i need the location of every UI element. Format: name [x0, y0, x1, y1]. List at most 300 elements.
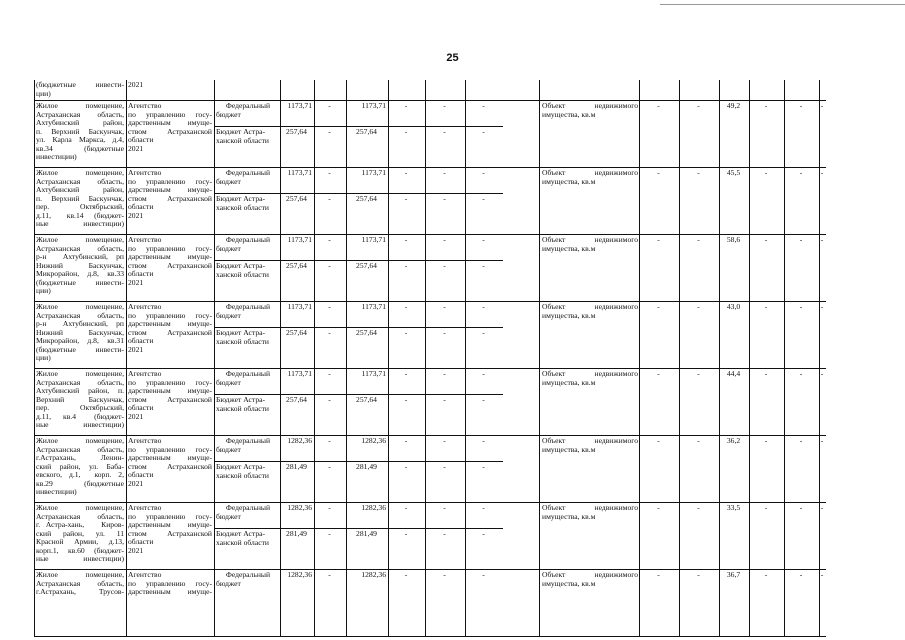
cell-agency: Агентство	[128, 169, 162, 177]
sub-row-rule	[214, 126, 503, 127]
cell-fed-b: 1173,71	[361, 303, 386, 311]
cell-result-r1: -	[657, 571, 660, 579]
cell-reg-e: -	[482, 329, 485, 337]
cell-result-r1: -	[657, 236, 660, 244]
cell-fed-d: -	[443, 504, 446, 512]
cell-agency: 2021	[128, 144, 144, 153]
cell-object: имущества, кв.м	[542, 311, 596, 320]
cell-fed-d: -	[443, 102, 446, 110]
cell-agency: дарственным имуще-	[128, 387, 212, 395]
cell-agency: по управлению госу-	[128, 244, 212, 253]
cell-area-value: 43,0	[726, 303, 741, 311]
cell-address: Астраханская область,	[36, 512, 124, 521]
column-rule	[34, 80, 35, 636]
cell-reg-b: 281,49	[356, 463, 377, 471]
cell-address: Нижний Баскунчак,	[36, 328, 124, 337]
cell-budget-federal: Федеральный	[225, 504, 271, 512]
cell-object: Объект недвижимого	[542, 437, 638, 445]
row-rule	[539, 435, 826, 436]
cell-agency: 2021	[128, 278, 144, 287]
cell-fed-c: -	[404, 504, 408, 512]
cell-result-r1: -	[657, 169, 660, 177]
cell-fed-b: 1282,36	[361, 504, 386, 512]
cell-reg-d: -	[443, 128, 446, 136]
sub-row-rule	[214, 394, 503, 395]
cell-address: Астраханская область,	[36, 177, 124, 186]
cell-address: п. Верхний Баскунчак,	[36, 127, 124, 136]
column-rule	[314, 80, 315, 636]
cell-budget-federal: Федеральный	[225, 102, 271, 110]
row-rule	[34, 100, 539, 101]
cell-address: Ахтубинский район,	[36, 186, 124, 194]
cell-fed-a: -	[328, 571, 331, 579]
cell-reg-d: -	[443, 463, 446, 471]
column-rule	[749, 80, 750, 636]
cell-address: Ахтубинский район, п.	[36, 387, 124, 395]
cell-object: имущества, кв.м	[542, 378, 596, 387]
cell-reg-a: -	[328, 463, 331, 471]
cell-fed-total: 1173,71	[287, 169, 312, 177]
cell-agency: области	[128, 471, 154, 479]
cell-area-value: 36,2	[726, 437, 741, 445]
cell-result-r5: -	[799, 236, 803, 244]
cell-object: имущества, кв.м	[542, 244, 596, 253]
cell-result-r5: -	[799, 169, 803, 177]
cell-budget-regional: ханской области	[216, 337, 269, 346]
cell-fed-a: -	[328, 303, 331, 311]
cell-budget-regional: ханской области	[216, 136, 269, 145]
cell-fed-a: -	[328, 504, 331, 512]
cell-fed-b: 1173,71	[361, 169, 386, 177]
cell-object: Объект недвижимого	[542, 504, 638, 512]
row-rule	[539, 167, 826, 168]
cell-budget-regional: ханской области	[216, 203, 269, 212]
cell-result-r5: -	[799, 303, 803, 311]
cell-reg-e: -	[482, 463, 485, 471]
cell-reg-c: -	[404, 128, 408, 136]
cell-agency: дарственным имуще-	[128, 454, 212, 462]
row-rule	[539, 100, 826, 101]
cell-budget-federal: Федеральный	[225, 370, 271, 378]
cell-agency: области	[128, 337, 154, 345]
cell-budget-federal: бюджет	[216, 378, 241, 387]
cell-reg-c: -	[404, 262, 408, 270]
tick	[126, 396, 127, 397]
column-rule	[719, 80, 720, 636]
cell-result-r4: -	[764, 504, 768, 512]
cell-agency: по управлению госу-	[128, 512, 212, 521]
tick	[126, 195, 127, 196]
cell-reg-e: -	[482, 262, 485, 270]
tick	[126, 329, 127, 330]
cell-fed-c: -	[404, 571, 408, 579]
cell-agency: 2021	[128, 211, 144, 220]
cell-result-r4: -	[764, 571, 768, 579]
cell-result-r4: -	[764, 236, 768, 244]
cell-agency: дарственным имуще-	[128, 119, 212, 127]
cell-agency: дарственным имуще-	[128, 186, 212, 194]
cell-reg-b: 281,49	[356, 530, 377, 538]
cell-object: Объект недвижимого	[542, 169, 638, 177]
cell-address: инвестиции)	[36, 488, 77, 496]
cell-address: Астраханская область,	[36, 311, 124, 320]
cell-object: имущества, кв.м	[542, 512, 596, 521]
cell-address: Астраханская область,	[36, 445, 124, 454]
sub-row-rule	[214, 260, 503, 261]
cell-object: имущества, кв.м	[542, 579, 596, 588]
cell-result-r6: -	[820, 303, 824, 311]
cell-address: Жилое помещение,	[36, 504, 124, 512]
cell-result-r6: -	[820, 370, 824, 378]
cell-reg-e: -	[482, 530, 485, 538]
cell-agency: ством Астраханской	[128, 194, 212, 203]
column-rule	[425, 80, 426, 636]
cell-agency: 2021	[128, 479, 144, 488]
cell-agency: по управлению госу-	[128, 177, 212, 186]
cell-reg-e: -	[482, 195, 485, 203]
cell-result-r2: -	[697, 236, 700, 244]
cell-fed-b: 1173,71	[361, 370, 386, 378]
cell-fed-e: -	[482, 236, 485, 244]
cell-fed-total: 1282,36	[287, 437, 312, 445]
cell-reg-b: 257,64	[356, 195, 377, 203]
cell-result-r4: -	[764, 102, 768, 110]
cell-agency: по управлению госу-	[128, 579, 212, 588]
cell-fed-d: -	[443, 571, 446, 579]
cell-address: ский район, ул. 11	[36, 529, 124, 538]
cell-budget-regional: Бюджет Астра-	[216, 262, 266, 270]
cell-address: ский район, ул. Баба-	[36, 462, 124, 471]
tick	[126, 463, 127, 464]
cell-result-r4: -	[764, 169, 768, 177]
cell-agency: по управлению госу-	[128, 110, 212, 119]
cell-fed-total: 1173,71	[287, 236, 312, 244]
cell-address: Жилое помещение,	[36, 437, 124, 445]
sub-row-rule	[214, 528, 503, 529]
cell-result-r1: -	[657, 504, 660, 512]
cell-agency: ством Астраханской	[128, 127, 212, 136]
cell-reg-a: -	[328, 195, 331, 203]
cell-agency: ством Астраханской	[128, 328, 212, 337]
cell-result-r6: -	[820, 571, 824, 579]
cell-address: корп.1, кв.60 (бюджет-	[36, 546, 124, 555]
cell-reg-a: -	[328, 329, 331, 337]
cell-fed-c: -	[404, 437, 408, 445]
column-rule	[819, 80, 820, 636]
cell-fed-c: -	[404, 102, 408, 110]
cell-reg-c: -	[404, 396, 408, 404]
cell-budget-federal: Федеральный	[225, 169, 271, 177]
cell-fed-d: -	[443, 236, 446, 244]
cell-result-r6: -	[820, 437, 824, 445]
cell-fed-a: -	[328, 236, 331, 244]
cell-fed-e: -	[482, 571, 485, 579]
cell-result-r2: -	[697, 370, 700, 378]
cell-agency: области	[128, 270, 154, 278]
cell-address: кв.34 (бюджетные	[36, 144, 124, 153]
cell-result-r5: -	[799, 370, 803, 378]
cell-result-r2: -	[697, 303, 700, 311]
row-rule	[34, 368, 539, 369]
cell-reg-b: 257,64	[356, 262, 377, 270]
column-rule	[639, 80, 640, 636]
cell-result-r4: -	[764, 370, 768, 378]
cell-budget-federal: бюджет	[216, 579, 241, 588]
cell-address: Микрорайон, д.8, кв.33	[36, 270, 124, 278]
cell-address: п. Верхний Баскунчак,	[36, 194, 124, 203]
column-rule	[679, 80, 680, 636]
cell-object: Объект недвижимого	[542, 303, 638, 311]
cell-reg-a: -	[328, 530, 331, 538]
column-rule	[346, 80, 347, 636]
cell-reg-b: 257,64	[356, 396, 377, 404]
row-rule	[539, 234, 826, 235]
cell-object: Объект недвижимого	[542, 370, 638, 378]
cell-reg-e: -	[482, 128, 485, 136]
cell-reg-a: -	[328, 262, 331, 270]
cell-agency: области	[128, 538, 154, 546]
cell-object: Объект недвижимого	[542, 571, 638, 579]
cell-fed-e: -	[482, 169, 485, 177]
cell-result-r1: -	[657, 437, 660, 445]
cell-budget-regional: ханской области	[216, 538, 269, 547]
cell-address: г.Астрахань, Трусов-	[36, 588, 124, 596]
cell-fed-e: -	[482, 437, 485, 445]
cell-budget-federal: бюджет	[216, 177, 241, 186]
cell-result-r2: -	[697, 102, 700, 110]
row-rule	[34, 167, 539, 168]
cell-address: Астраханская область,	[36, 244, 124, 253]
cell-fed-total: 1173,71	[287, 303, 312, 311]
cell-agency: ством Астраханской	[128, 395, 212, 404]
cell-address: ные инвестиции)	[36, 421, 124, 429]
cell-fed-d: -	[443, 370, 446, 378]
cell-fed-total: 1173,71	[287, 102, 312, 110]
cell-budget-regional: Бюджет Астра-	[216, 463, 266, 471]
cell-fed-e: -	[482, 504, 485, 512]
cell-result-r6: -	[820, 504, 824, 512]
cell-fed-total: 1282,36	[287, 571, 312, 579]
cell-address: Жилое помещение,	[36, 236, 124, 244]
cell-address: пер. Октябрьский,	[36, 203, 124, 211]
cell-address: (бюджетные инвести-	[36, 278, 124, 287]
cell-address: Астраханская область,	[36, 579, 124, 588]
cell-result-r4: -	[764, 303, 768, 311]
cell-reg-e: -	[482, 396, 485, 404]
cell-agency: 2021	[128, 412, 144, 421]
cell-reg-total: 257,64	[286, 396, 307, 404]
cell-fed-c: -	[404, 370, 408, 378]
cell-budget-federal: бюджет	[216, 512, 241, 521]
column-rule	[539, 80, 540, 636]
cell-result-r2: -	[697, 504, 700, 512]
row-rule	[34, 301, 539, 302]
cell-agency: дарственным имуще-	[128, 253, 212, 261]
top-edge-line	[660, 4, 905, 5]
cell-agency: области	[128, 404, 154, 412]
cell-fed-b: 1282,36	[361, 437, 386, 445]
page-number: 25	[446, 52, 459, 64]
cell-object: имущества, кв.м	[542, 445, 596, 454]
cell-budget-regional: ханской области	[216, 404, 269, 413]
cell-address: г. Астра-хань, Киров-	[36, 521, 124, 529]
column-rule	[388, 80, 389, 636]
cell-budget-federal: Федеральный	[225, 571, 271, 579]
cell-fed-a: -	[328, 437, 331, 445]
tick	[126, 128, 127, 129]
cell-result-r1: -	[657, 370, 660, 378]
cell-reg-c: -	[404, 530, 408, 538]
row-rule	[539, 636, 826, 637]
sub-row-rule	[214, 461, 503, 462]
cell-address: инвестиции)	[36, 153, 77, 161]
cell-budget-federal: Федеральный	[225, 236, 271, 244]
cell-reg-c: -	[404, 195, 408, 203]
cell-budget-regional: Бюджет Астра-	[216, 396, 266, 404]
cell-fed-d: -	[443, 437, 446, 445]
cell-budget-federal: Федеральный	[225, 303, 271, 311]
cell-address: ции)	[36, 287, 51, 295]
cell-address: р-н Ахтубинский, рп	[36, 320, 124, 328]
cell-fed-a: -	[328, 102, 331, 110]
cell-address: евского, д.1, корп. 2,	[36, 471, 124, 479]
cell-result-r5: -	[799, 504, 803, 512]
cell-agency: дарственным имуще-	[128, 588, 212, 596]
sub-row-rule	[214, 327, 503, 328]
cell-fed-d: -	[443, 169, 446, 177]
row-rule	[539, 301, 826, 302]
cell-budget-federal: бюджет	[216, 445, 241, 454]
cell-address-continued: (бюджетные инвести- ции)	[36, 81, 124, 98]
cell-area-value: 58,6	[726, 236, 741, 244]
row-rule	[539, 368, 826, 369]
cell-address: Верхний Баскунчак,	[36, 395, 124, 404]
cell-reg-total: 257,64	[286, 195, 307, 203]
cell-agency: дарственным имуще-	[128, 521, 212, 529]
cell-result-r1: -	[657, 303, 660, 311]
cell-agency: Агентство	[128, 236, 162, 244]
cell-agency: по управлению госу-	[128, 311, 212, 320]
cell-object: имущества, кв.м	[542, 110, 596, 119]
cell-address: Жилое помещение,	[36, 303, 124, 311]
column-rule	[784, 80, 785, 636]
cell-address: пер. Октябрьский,	[36, 404, 124, 412]
cell-address: ул. Карла Маркса, д.4,	[36, 136, 124, 144]
cell-address: ные инвестиции)	[36, 555, 124, 563]
row-rule	[539, 502, 826, 503]
column-rule	[280, 80, 281, 636]
sub-row-rule	[214, 193, 503, 194]
cell-fed-e: -	[482, 303, 485, 311]
cell-fed-total: 1173,71	[287, 370, 312, 378]
cell-fed-a: -	[328, 169, 331, 177]
cell-result-r6: -	[820, 102, 824, 110]
row-rule	[539, 569, 826, 570]
cell-budget-federal: бюджет	[216, 244, 241, 253]
cell-budget-federal: бюджет	[216, 110, 241, 119]
cell-agency: ством Астраханской	[128, 261, 212, 270]
cell-budget-federal: Федеральный	[225, 437, 271, 445]
cell-reg-d: -	[443, 262, 446, 270]
cell-reg-total: 281,49	[286, 463, 307, 471]
cell-address: р-н Ахтубинский, рп	[36, 253, 124, 261]
row-rule	[34, 636, 539, 637]
cell-fed-total: 1282,36	[287, 504, 312, 512]
cell-result-r5: -	[799, 102, 803, 110]
cell-object: имущества, кв.м	[542, 177, 596, 186]
cell-fed-c: -	[404, 236, 408, 244]
cell-reg-c: -	[404, 463, 408, 471]
cell-address: Микрорайон, д.8, кв.31	[36, 337, 124, 345]
cell-agency: Агентство	[128, 102, 162, 110]
cell-fed-c: -	[404, 303, 408, 311]
cell-agency: ством Астраханской	[128, 529, 212, 538]
cell-agency: области	[128, 203, 154, 211]
cell-agency: ством Астраханской	[128, 462, 212, 471]
cell-address: г.Астрахань, Ленин-	[36, 454, 124, 462]
cell-address: Жилое помещение,	[36, 102, 124, 110]
cell-reg-total: 257,64	[286, 262, 307, 270]
cell-address: д.11, кв.4 (бюджет-	[36, 412, 124, 421]
cell-reg-total: 257,64	[286, 128, 307, 136]
cell-agency: Агентство	[128, 303, 162, 311]
row-rule	[34, 234, 539, 235]
cell-area-value: 45,5	[726, 169, 741, 177]
cell-reg-a: -	[328, 128, 331, 136]
cell-fed-a: -	[328, 370, 331, 378]
cell-address: Жилое помещение,	[36, 571, 124, 579]
cell-address: Красной Армии, д.13,	[36, 538, 124, 546]
cell-address: д.11, кв.14 (бюджет-	[36, 211, 124, 220]
cell-budget-regional: Бюджет Астра-	[216, 128, 266, 136]
cell-agency-continued: 2021	[128, 81, 144, 89]
cell-agency: Агентство	[128, 370, 162, 378]
tick	[126, 262, 127, 263]
cell-area-value: 44,4	[726, 370, 741, 378]
cell-result-r2: -	[697, 169, 700, 177]
cell-fed-b: 1282,36	[361, 571, 386, 579]
row-rule	[34, 435, 539, 436]
cell-agency: Агентство	[128, 504, 162, 512]
cell-object: Объект недвижимого	[542, 102, 638, 110]
cell-budget-regional: ханской области	[216, 270, 269, 279]
cell-budget-regional: Бюджет Астра-	[216, 530, 266, 538]
cell-reg-a: -	[328, 396, 331, 404]
cell-budget-federal: бюджет	[216, 311, 241, 320]
cell-agency: по управлению госу-	[128, 445, 212, 454]
cell-address: Ахтубинский район,	[36, 119, 124, 127]
cell-result-r5: -	[799, 571, 803, 579]
cell-result-r6: -	[820, 236, 824, 244]
cell-agency: дарственным имуще-	[128, 320, 212, 328]
cell-agency: 2021	[128, 345, 144, 354]
cell-budget-regional: Бюджет Астра-	[216, 195, 266, 203]
cell-address: Жилое помещение,	[36, 169, 124, 177]
row-rule	[34, 502, 539, 503]
cell-result-r2: -	[697, 437, 700, 445]
cell-address: кв.29 (бюджетные	[36, 479, 124, 488]
cell-address: (бюджетные инвести-	[36, 345, 124, 354]
cell-area-value: 49,2	[726, 102, 741, 110]
cell-agency: Агентство	[128, 437, 162, 445]
cell-fed-c: -	[404, 169, 408, 177]
cell-reg-total: 281,49	[286, 530, 307, 538]
cell-reg-b: 257,64	[356, 329, 377, 337]
cell-result-r5: -	[799, 437, 803, 445]
row-rule	[34, 569, 539, 570]
cell-fed-e: -	[482, 102, 485, 110]
cell-budget-regional: Бюджет Астра-	[216, 329, 266, 337]
